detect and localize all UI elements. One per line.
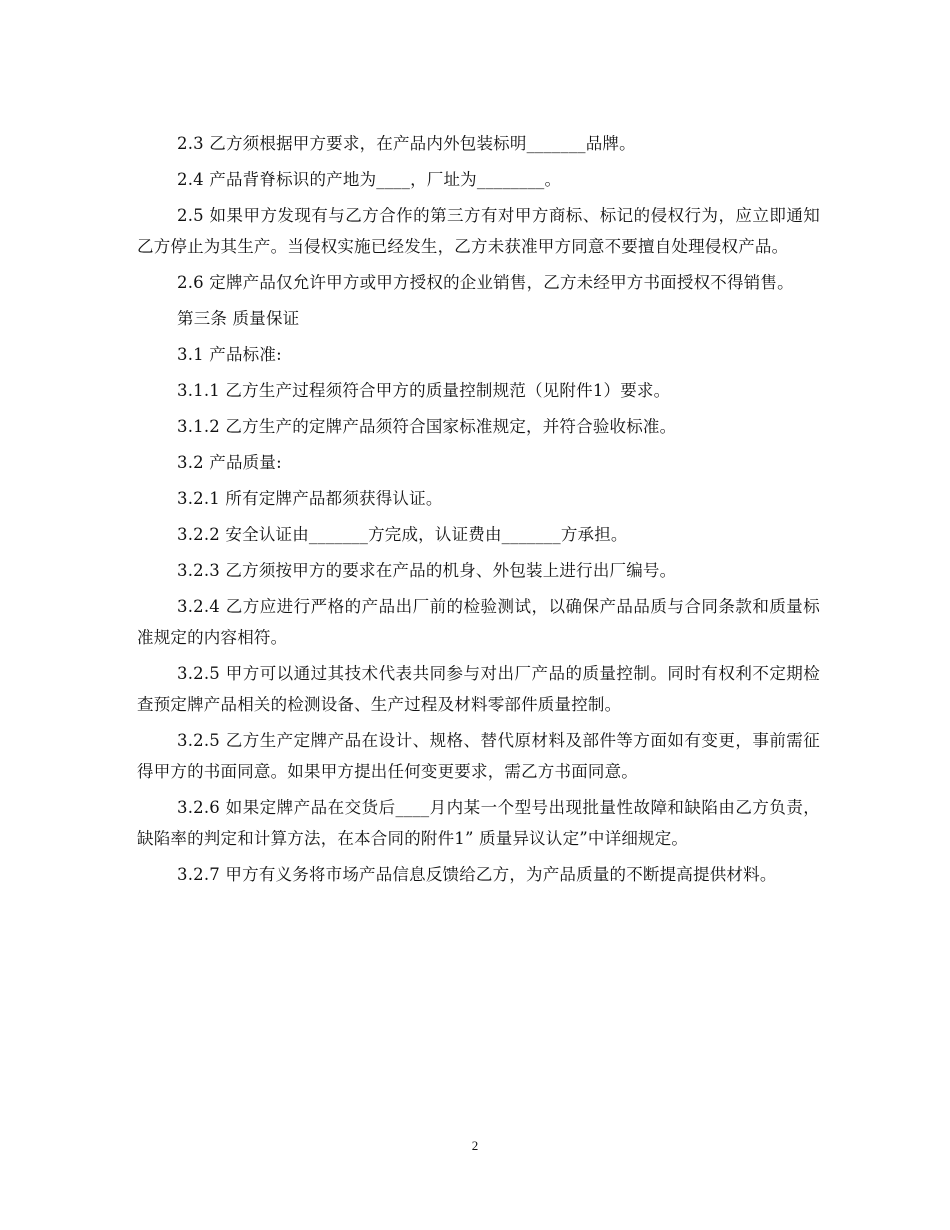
clause-3-2-1: 3.2.1 所有定牌产品都须获得认证。 — [177, 489, 443, 508]
clause-3-2-5-b: 3.2.5 乙方生产定牌产品在设计、规格、替代原材料及部件等方面如有变更，事前需征得甲方的书面同意。如果甲方提出任何变更要求，需乙方书面同意。 — [137, 731, 820, 781]
clause-2-5: 2.5 如果甲方发现有与乙方合作的第三方有对甲方商标、标记的侵权行为，应立即通知乙方停止为其生产。当侵权实施已经发生，乙方未获准甲方同意不要擅自处理侵权产品。 — [137, 206, 820, 256]
clause-3-2-2: 3.2.2 安全认证由_______方完成，认证费由_______方承担。 — [177, 525, 628, 544]
clause-3-2: 3.2 产品质量: — [177, 453, 282, 472]
clause-3-1-1: 3.1.1 乙方生产过程须符合甲方的质量控制规范（见附件1）要求。 — [177, 381, 671, 400]
clause-2-6: 2.6 定牌产品仅允许甲方或甲方授权的企业销售，乙方未经甲方书面授权不得销售。 — [177, 273, 794, 292]
document-body — [137, 128, 820, 895]
clause-2-3: 2.3 乙方须根据甲方要求，在产品内外包装标明_______品牌。 — [177, 134, 636, 153]
clause-3-1-2: 3.1.2 乙方生产的定牌产品须符合国家标准规定，并符合验收标准。 — [177, 417, 677, 436]
clause-3-2-3: 3.2.3 乙方须按甲方的要求在产品的机身、外包装上进行出厂编号。 — [177, 561, 677, 580]
clause-3-1: 3.1 产品标准: — [177, 345, 282, 364]
clause-3-2-6: 3.2.6 如果定牌产品在交货后____月内某一个型号出现批量性故障和缺陷由乙方负责，缺陷率的判定和计算方法，在本合同的附件1” 质量异议认定”中详细规定。 — [137, 798, 820, 848]
page-number: 2 — [471, 1138, 479, 1153]
clause-3-2-5-a: 3.2.5 甲方可以通过其技术代表共同参与对出厂产品的质量控制。同时有权利不定期检查预定牌产品相关的检测设备、生产过程及材料零部件质量控制。 — [137, 664, 820, 714]
section-heading-3: 第三条 质量保证 — [177, 309, 300, 328]
clause-3-2-7: 3.2.7 甲方有义务将市场产品信息反馈给乙方，为产品质量的不断提高提供材料。 — [177, 865, 777, 884]
clause-2-4: 2.4 产品背脊标识的产地为____，厂址为________。 — [177, 170, 562, 189]
clause-3-2-4: 3.2.4 乙方应进行严格的产品出厂前的检验测试，以确保产品品质与合同条款和质量标准规定的内容相符。 — [137, 597, 820, 647]
